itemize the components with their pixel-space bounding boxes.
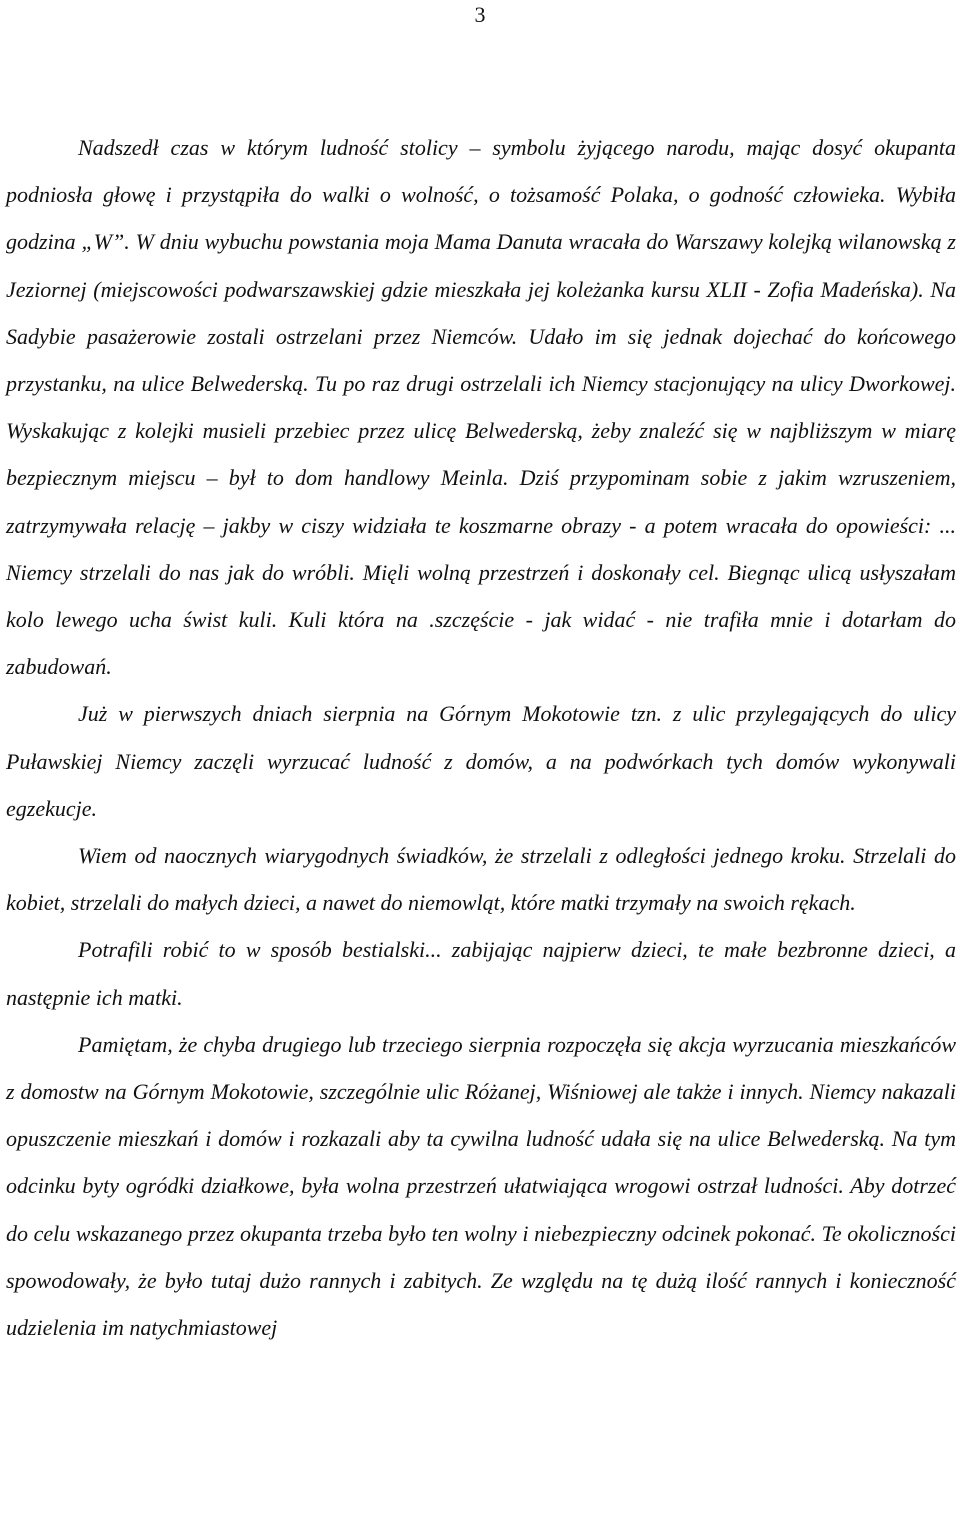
document-body [6, 124, 956, 1351]
paragraph: Już w pierwszych dniach sierpnia na Górnym Mokotowie tzn. z ulic przylegających do ulicy Puławskiej Niemcy zaczęli wyrzucać ludność z domów, a na podwórkach tych domów wykonywali egzekucje. [6, 701, 956, 821]
paragraph: Wiem od naocznych wiarygodnych świadków, że strzelali z odległości jednego kroku. Strzelali do kobiet, strzelali do małych dzieci, a nawet do niemowląt, które matki trzymały na swoich rękach. [6, 843, 956, 916]
paragraph: Nadszedł czas w którym ludność stolicy – symbolu żyjącego narodu, mając dosyć okupanta podniosła głowę i przystąpiła do walki o wolność, o tożsamość Polaka, o godność człowieka. Wybiła godzina „W”. W dniu wybuchu powstania moja Mama Danuta wracała do Warszawy kolejką wilanowską z Jeziornej (miejscowości podwarszawskiej gdzie mieszkała jej koleżanka kursu XLII - Zofia Madeńska). Na Sadybie pasażerowie zostali ostrzelani przez Niemców. Udało im się jednak dojechać do końcowego przystanku, na ulice Belwederską. Tu po raz drugi ostrzelali ich Niemcy stacjonujący na ulicy Dworkowej. Wyskakując z kolejki musieli przebiec przez ulicę Belwederską, żeby znaleźć się w najbliższym w miarę bezpiecznym miejscu – był to dom handlowy Meinla. Dziś przypominam sobie z jakim wzruszeniem, zatrzymywała relację – jakby w ciszy widziała te koszmarne obrazy - a potem wracała do opowieści: ... Niemcy strzelali do nas jak do wróbli. Mięli wolną przestrzeń i doskonały cel. Biegnąc ulicą usłyszałam kolo lewego ucha świst kuli. Kuli która na .szczęście - jak widać - nie trafiła mnie i dotarłam do zabudowań. [6, 135, 956, 680]
paragraph: Pamiętam, że chyba drugiego lub trzeciego sierpnia rozpoczęła się akcja wyrzucania mieszkańców z domostw na Górnym Mokotowie, szczególnie ulic Różanej, Wiśniowej ale także i innych. Niemcy nakazali opuszczenie mieszkań i domów i rozkazali aby ta cywilna ludność udała się na ulice Belwederską. Na tym odcinku byty ogródki działkowe, była wolna przestrzeń ułatwiająca wrogowi ostrzał ludności. Aby dotrzeć do celu wskazanego przez okupanta trzeba było ten wolny i niebezpieczny odcinek pokonać. Te okoliczności spowodowały, że było tutaj dużo rannych i zabitych. Ze względu na tę dużą ilość rannych i konieczność udzielenia im natychmiastowej [6, 1031, 956, 1341]
page-number: 3 [474, 2, 486, 27]
paragraph: Potrafili robić to w sposób bestialski... zabijając najpierw dzieci, te małe bezbronne dzieci, a następnie ich matki. [6, 937, 956, 1010]
